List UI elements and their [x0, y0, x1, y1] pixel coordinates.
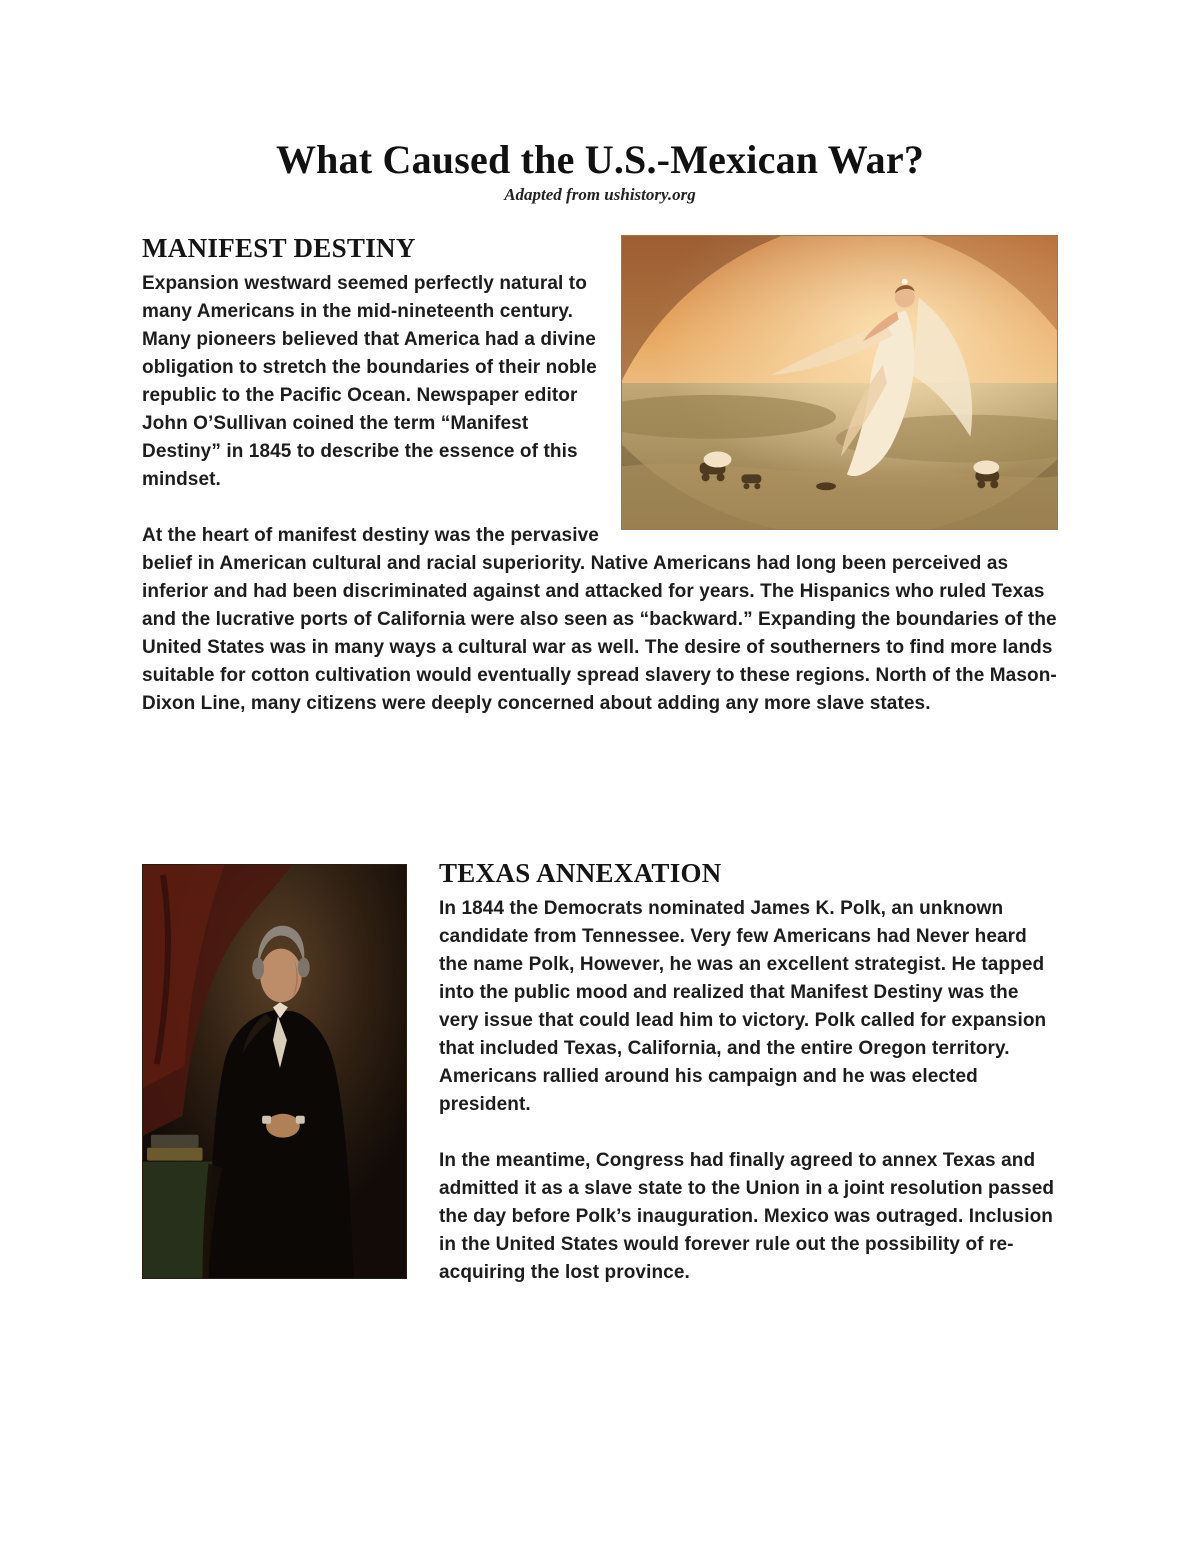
- texas-annexation-heading: TEXAS ANNEXATION: [439, 858, 722, 889]
- manifest-destiny-painting-image: [621, 235, 1058, 530]
- page-title: What Caused the U.S.-Mexican War?: [275, 137, 925, 182]
- polk-portrait-art: [143, 865, 406, 1278]
- section-manifest-destiny: [142, 233, 1058, 718]
- manifest-destiny-heading: MANIFEST DESTINY: [142, 233, 416, 263]
- page-subtitle: Adapted from ushistory.org: [504, 185, 696, 204]
- manifest-destiny-paragraph-1: Expansion westward seemed perfectly natural to many Americans in the mid-nineteenth century. Many pioneers believed that America had a divine obligation to stretch the boundaries of their noble republic to the Pacific Ocean. Newspaper editor John O’Sullivan coined the term “Manifest Destiny” in 1845 to describe the essence of this mindset.: [142, 273, 597, 491]
- manifest-destiny-paragraph-2: At the heart of manifest destiny was the pervasive belief in American cultural and racial superiority. Native Americans had long been perceived as inferior and had been discriminated against and attacked for years. The Hispanics who ruled Texas and the lucrative ports of California were also seen as “backward.” Expanding the boundaries of the United States was in many ways a cultural war as well. The desire of southerners to find more lands suitable for cotton cultivation would eventually spread slavery to these regions. North of the Mason-Dixon Line, many citizens were deeply concerned about adding any more slave states.: [142, 525, 1057, 715]
- texas-annexation-paragraph-1: In 1844 the Democrats nominated James K. Polk, an unknown candidate from Tennessee. Very few Americans had Never heard the name Polk, However, he was an excellent strategist. He tapped into the public mood and realized that Manifest Destiny was the very issue that could lead him to victory. Polk called for expansion that included Texas, California, and the entire Oregon territory. Americans rallied around his campaign and he was elected president.: [439, 898, 1047, 1116]
- texas-annexation-paragraph-2: In the meantime, Congress had finally agreed to annex Texas and admitted it as a slave state to the Union in a joint resolution passed the day before Polk’s inauguration. Mexico was outraged. Inclusion in the United States would forever rule out the possibility of re-acquiring the lost province.: [439, 1150, 1055, 1284]
- polk-portrait-image: [142, 864, 407, 1279]
- manifest-destiny-painting-art: [622, 236, 1057, 529]
- section-texas-annexation: [142, 858, 1058, 1299]
